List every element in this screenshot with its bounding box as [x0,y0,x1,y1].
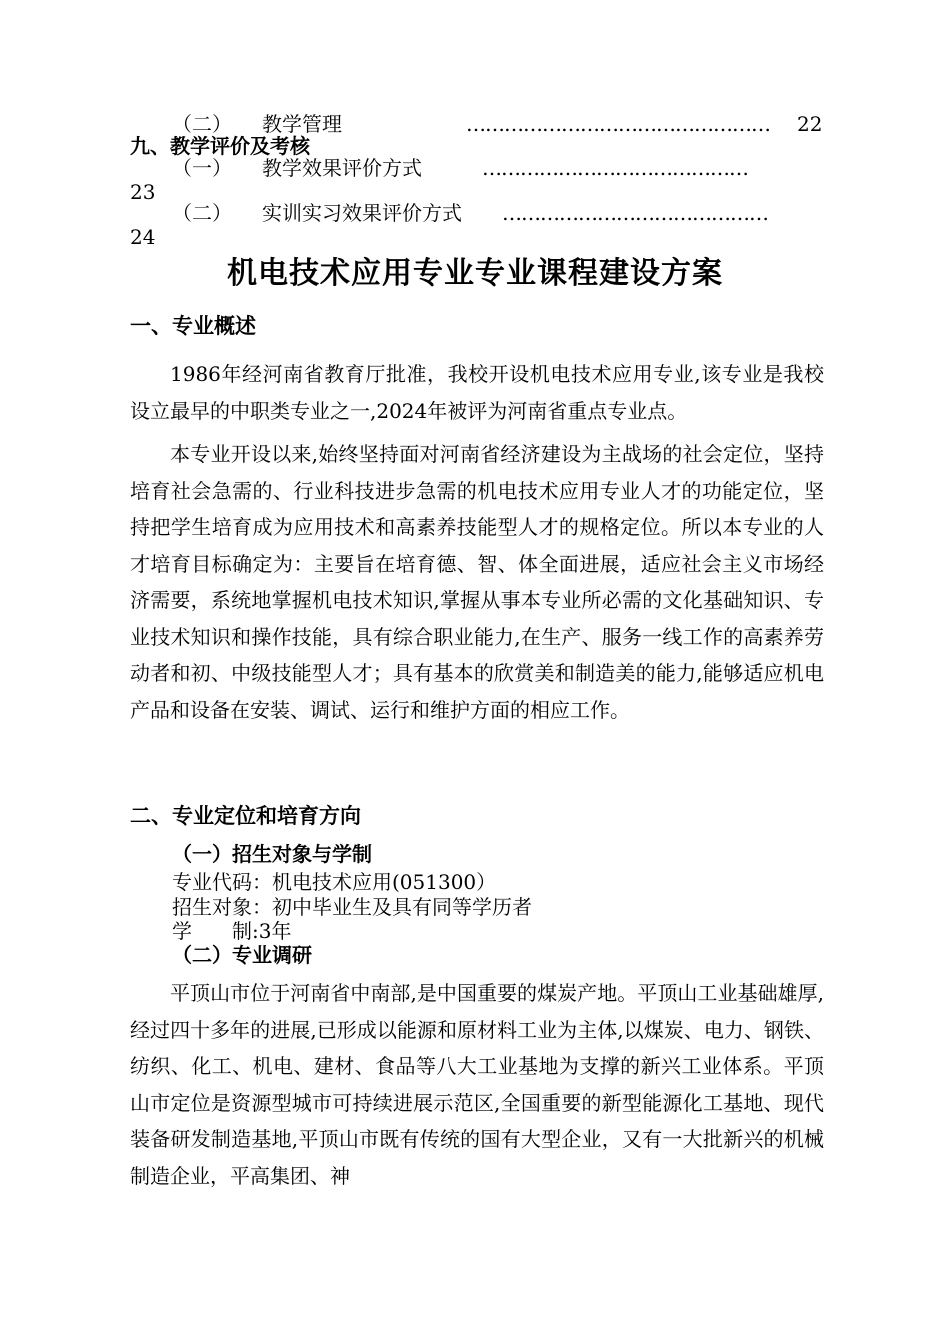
paragraph: 本专业开设以来,始终坚持面对河南省经济建设为主战场的社会定位，坚持培育社会急需的、行业科技进步急需的机电技术应用专业人才的功能定位，坚持把学生培育成为应用技术和高素养技能型人才的规格定位。所以本专业的人才培育目标确定为：主要旨在培育德、智、体全面进展，适应社会主义市场经济需要，系统地掌握机电技术知识,掌握从事本专业所必需的文化基础知识、专业技术知识和操作技能，具有综合职业能力,在生产、服务一线工作的高素养劳动者和初、中级技能型人才；具有基本的欣赏美和制造美的能力,能够适应机电产品和设备在安装、调试、运行和维护方面的相应工作。 [130,442,824,722]
paragraph: 1986年经河南省教育厅批准，我校开设机电技术应用专业,该专业是我校设立最早的中职类专业之一,2024年被评为河南省重点专业点。 [130,362,824,423]
subsection-heading: （一）招生对象与学制 [172,842,372,866]
section-heading: 一、专业概述 [130,314,256,338]
document-title: 机电技术应用专业专业课程建设方案 [227,256,723,291]
section-heading: 二、专业定位和培育方向 [130,804,361,828]
paragraph: 平顶山市位于河南省中南部,是中国重要的煤炭产地。平顶山工业基础雄厚,经过四十多年的进展,已形成以能源和原材料工业为主体,以煤炭、电力、钢铁、纺织、化工、机电、建材、食品等八大工业基地为支撑的新兴工业体系。平顶山市定位是资源型城市可持续进展示范区,全国重要的新型能源化工基地、现代装备研发制造基地,平顶山市既有传统的国有大型企业，又有一大批新兴的机械制造企业，平高集团、神 [130,981,824,1188]
toc-item-dots: …………………………………… [482,156,748,180]
subsection-heading: （二）专业调研 [172,943,312,967]
toc-item-text[interactable]: 教学效果评价方式 [262,156,422,180]
info-line-code: 专业代码：机电技术应用(051300） [172,870,497,894]
toc-item-page: 22 [797,112,823,136]
toc-item-dots: ………………………………………… [466,112,770,136]
info-line-target: 招生对象：初中毕业生及具有同等学历者 [172,895,532,919]
toc-item-num: （二） [172,112,232,136]
toc-item-num: （二） [172,201,232,225]
toc-section-heading[interactable]: 九、教学评价及考核 [130,134,310,158]
toc-item-num: （一） [172,156,232,180]
toc-item-text[interactable]: 教学管理 [262,112,342,136]
info-line-duration: 学 制:3年 [172,919,292,943]
toc-item-page: 23 [130,180,156,204]
toc-item-page: 24 [130,225,156,249]
toc-item-dots: …………………………………… [502,201,768,225]
toc-item-text[interactable]: 实训实习效果评价方式 [262,201,462,225]
